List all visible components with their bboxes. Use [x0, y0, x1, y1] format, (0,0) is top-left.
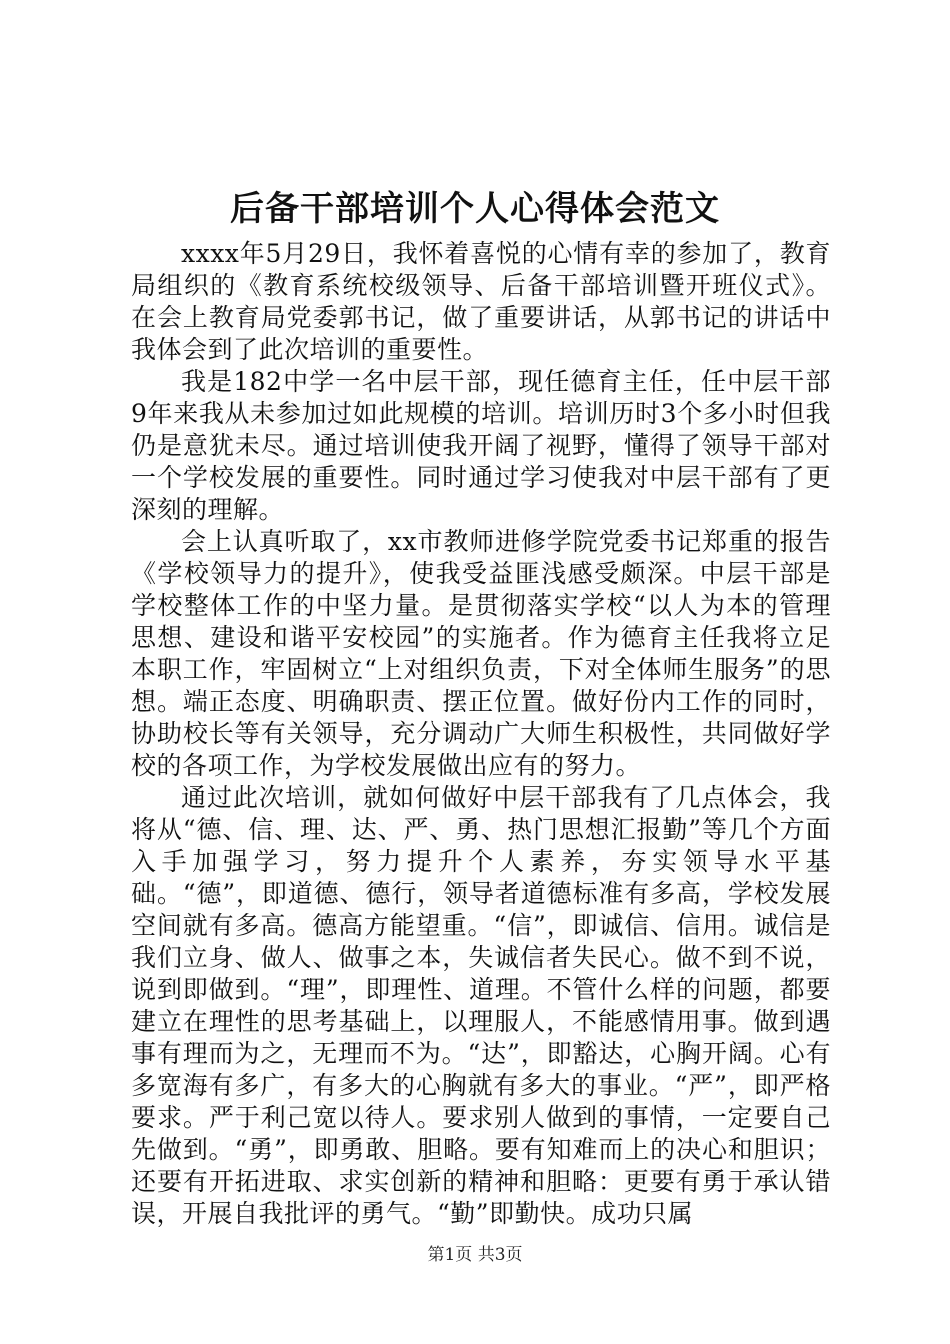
paragraph: 会上认真听取了，xx市教师进修学院党委书记郑重的报告《学校领导力的提升》，使我受益匪浅感受颇深。中层干部是学校整体工作的中坚力量。是贯彻落实学校“以人为本的管理思想、建设和谐平安校园”的实施者。作为德育主任我将立足本职工作，牢固树立“上对组织负责，下对全体师生服务”的思想。端正态度、明确职责、摆正位置。做好份内工作的同时，协助校长等有关领导，充分调动广大师生积极性，共同做好学校的各项工作，为学校发展做出应有的努力。 — [131, 527, 831, 780]
document-body — [131, 238, 831, 1230]
document-title: 后备干部培训个人心得体会范文 — [230, 189, 720, 229]
page-number: 第1页 共3页 — [427, 1245, 523, 1265]
paragraph: 我是182中学一名中层干部，现任德育主任，任中层干部9年来我从未参加过如此规模的培训。培训历时3个多小时但我仍是意犹未尽。通过培训使我开阔了视野，懂得了领导干部对一个学校发展的重要性。同时通过学习使我对中层干部有了更深刻的理解。 — [131, 367, 831, 524]
paragraph: xxxx年5月29日，我怀着喜悦的心情有幸的参加了，教育局组织的《教育系统校级领导、后备干部培训暨开班仪式》。在会上教育局党委郭书记，做了重要讲话，从郭书记的讲话中我体会到了此次培训的重要性。 — [131, 239, 831, 364]
paragraph: 通过此次培训，就如何做好中层干部我有了几点体会，我将从“德、信、理、达、严、勇、热门思想汇报勤”等几个方面入手加强学习，努力提升个人素养，夯实领导水平基础。“德”，即道德、德行，领导者道德标准有多高，学校发展空间就有多高。德高方能望重。“信”，即诚信、信用。诚信是我们立身、做人、做事之本，失诚信者失民心。做不到不说，说到即做到。“理”，即理性、道理。不管什么样的问题，都要建立在理性的思考基础上，以理服人，不能感情用事。做到遇事有理而为之，无理而不为。“达”，即豁达，心胸开阔。心有多宽海有多广，有多大的心胸就有多大的事业。“严”，即严格要求。严于利己宽以待人。要求别人做到的事情，一定要自己先做到。“勇”，即勇敢、胆略。要有知难而上的决心和胆识；还要有开拓进取、求实创新的精神和胆略：更要有勇于承认错误，开展自我批评的勇气。“勤”即勤快。成功只属 — [131, 783, 831, 1228]
